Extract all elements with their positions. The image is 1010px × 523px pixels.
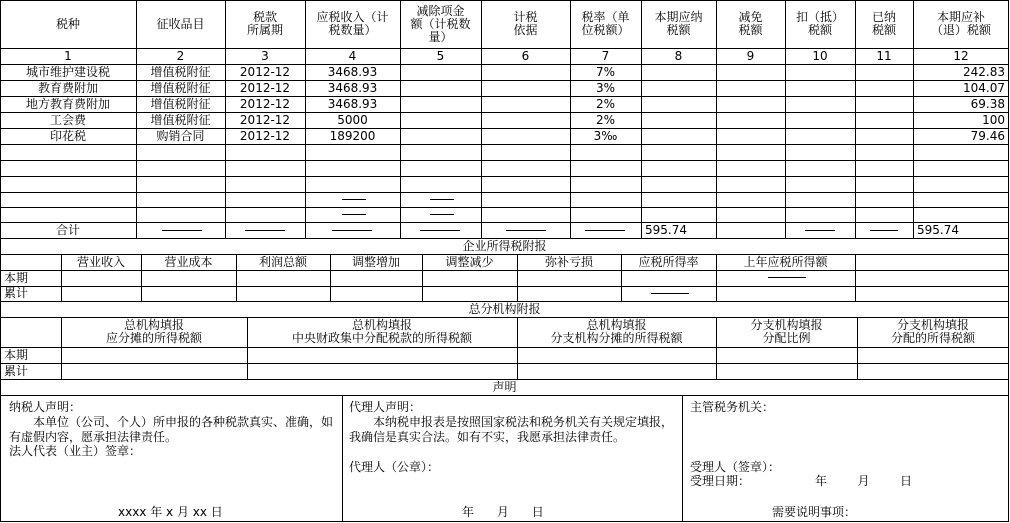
dash-mark	[430, 199, 454, 200]
agent-seal-label: 代理人（公章）：	[349, 460, 440, 474]
col-line	[342, 395, 343, 522]
row-period: 2012-12	[239, 80, 291, 95]
row-rate: 2%	[595, 112, 616, 127]
corp-row-cumulative: 累计	[4, 286, 29, 300]
branch-row-current: 本期	[4, 347, 29, 362]
row-income: 3468.93	[327, 96, 378, 111]
corp-header-adjust-up: 调整增加	[351, 254, 400, 269]
row-rate: 2%	[595, 96, 616, 111]
row-income: 3468.93	[327, 80, 378, 95]
row-levy-item: 增值税附征	[150, 80, 211, 95]
branch-header-hq-share: 总机构填报 应分摊的所得税额	[105, 318, 202, 345]
authority-date: 年 月 日	[815, 474, 913, 488]
row-due: 100	[982, 112, 1005, 127]
row-line	[0, 176, 1009, 177]
row-rate: 7%	[595, 64, 616, 79]
agent-date: 年 月 日	[462, 505, 544, 519]
col-number: 8	[674, 48, 683, 63]
header-tax-rate: 税率（单 位税额）	[581, 10, 630, 37]
row-levy-item: 增值税附征	[150, 64, 211, 79]
authority-note-label: 需要说明事项：	[772, 505, 857, 519]
row-rate: 3‰	[593, 128, 618, 143]
dash-mark	[768, 277, 806, 278]
header-levy-item: 征收品目	[156, 16, 205, 31]
corp-header-adjust-down: 调整减少	[445, 254, 494, 269]
row-line	[0, 144, 1009, 145]
dash-mark	[342, 214, 366, 215]
declaration-title: 声明	[492, 379, 517, 394]
header-deduct-offset: 扣（抵） 税额	[795, 10, 844, 37]
dash-mark	[651, 293, 689, 294]
branch-header-central: 总机构填报 中央财政集中分配税款的所得税额	[291, 318, 472, 345]
corp-header-profit: 利润总额	[258, 254, 307, 269]
dash-mark	[332, 230, 372, 231]
col-number: 10	[812, 48, 828, 63]
col-number: 4	[348, 48, 357, 63]
dash-mark	[585, 230, 625, 231]
dash-mark	[805, 230, 835, 231]
dash-mark	[245, 230, 285, 231]
branch-header-allocated: 分支机构填报 分配的所得税额	[890, 318, 975, 345]
authority-handler-label: 受理人（签章）：	[690, 460, 781, 474]
col-number: 12	[953, 48, 969, 63]
row-due: 79.46	[970, 128, 1005, 143]
col-number: 5	[436, 48, 445, 63]
row-line	[0, 395, 1009, 396]
row-period: 2012-12	[239, 112, 291, 127]
row-levy-item: 增值税附征	[150, 96, 211, 111]
col-line	[855, 254, 856, 301]
total-label: 合计	[55, 222, 80, 237]
col-number: 2	[176, 48, 185, 63]
header-payable: 本期应纳 税额	[654, 10, 703, 37]
agent-declaration-body: 本纳税申报表是按照国家税法和税务机关有关规定填报，我确信是真实合法。如有不实，我愿承担法律责任。	[349, 415, 674, 444]
header-deduction: 减除项金 额（计税数 量）	[410, 3, 471, 44]
row-levy-item: 增值税附征	[150, 112, 211, 127]
dash-mark	[342, 199, 366, 200]
row-line	[0, 160, 1009, 161]
col-number: 1	[64, 48, 72, 63]
total-due: 595.74	[917, 222, 959, 237]
col-line	[682, 395, 683, 522]
corp-header-cost: 营业成本	[164, 254, 213, 269]
dash-mark	[506, 230, 546, 231]
corp-header-prior-year: 上年应税所得额	[743, 254, 828, 269]
header-tax-type: 税种	[55, 16, 80, 31]
corp-row-current: 本期	[4, 270, 29, 285]
row-tax-name: 地方教育费附加	[25, 96, 110, 111]
row-tax-name: 城市维护建设税	[25, 64, 110, 79]
branch-title: 总分机构附报	[468, 301, 541, 316]
header-exemption: 减免 税额	[738, 10, 763, 37]
header-due: 本期应补 （退）税额	[930, 10, 991, 37]
branch-row-cumulative: 累计	[4, 363, 29, 378]
corp-header-taxable-rate: 应税所得率	[638, 254, 699, 269]
header-paid: 已纳 税额	[871, 10, 896, 37]
branch-header-ratio: 分支机构填报 分配比例	[750, 318, 823, 345]
col-number: 6	[521, 48, 530, 63]
col-number: 7	[601, 48, 610, 63]
row-period: 2012-12	[239, 96, 291, 111]
row-income: 189200	[329, 128, 376, 143]
row-line	[0, 207, 1009, 208]
row-tax-name: 教育费附加	[37, 80, 98, 95]
row-tax-name: 工会费	[49, 112, 86, 127]
header-taxable-income: 应税收入（计 税数量）	[316, 10, 389, 37]
row-income: 5000	[337, 112, 368, 127]
col-number: 11	[876, 48, 892, 63]
authority-title: 主管税务机关：	[690, 400, 775, 414]
row-line	[0, 222, 1009, 223]
dash-mark	[870, 230, 898, 231]
authority-date-label: 受理日期：	[690, 474, 751, 488]
dash-mark	[162, 230, 202, 231]
corp-header-revenue: 营业收入	[76, 254, 125, 269]
taxpayer-signature-label: 法人代表（业主）签章：	[9, 444, 142, 458]
row-period: 2012-12	[239, 128, 291, 143]
col-number: 9	[746, 48, 755, 63]
taxpayer-declaration-body: 本单位（公司、个人）所申报的各种税款真实、准确，如有虚假内容，愿承担法律责任。	[9, 415, 334, 444]
taxpayer-date: xxxx 年 x 月 xx 日	[118, 505, 223, 519]
taxpayer-declaration-title: 纳税人声明：	[9, 400, 82, 414]
row-rate: 3%	[595, 80, 616, 95]
row-line	[0, 270, 1009, 271]
row-levy-item: 购销合同	[156, 128, 205, 143]
total-payable: 595.74	[645, 222, 687, 237]
branch-header-branch-share: 总机构填报 分支机构分摊的所得税额	[550, 318, 683, 345]
header-tax-period: 税款 所属期	[246, 10, 283, 37]
row-line	[0, 286, 1009, 287]
row-tax-name: 印花税	[49, 128, 86, 143]
corp-header-loss-offset: 弥补亏损	[544, 254, 593, 269]
row-income: 3468.93	[327, 64, 378, 79]
corp-tax-title: 企业所得税附报	[462, 238, 547, 253]
col-number: 3	[261, 48, 269, 63]
row-due: 104.07	[963, 80, 1005, 95]
row-period: 2012-12	[239, 64, 291, 79]
row-due: 242.83	[963, 64, 1005, 79]
dash-mark	[420, 230, 460, 231]
row-due: 69.38	[970, 96, 1005, 111]
row-line	[0, 192, 1009, 193]
header-tax-basis: 计税 依据	[513, 10, 538, 37]
dash-mark	[430, 214, 454, 215]
agent-declaration-title: 代理人声明：	[349, 400, 422, 414]
